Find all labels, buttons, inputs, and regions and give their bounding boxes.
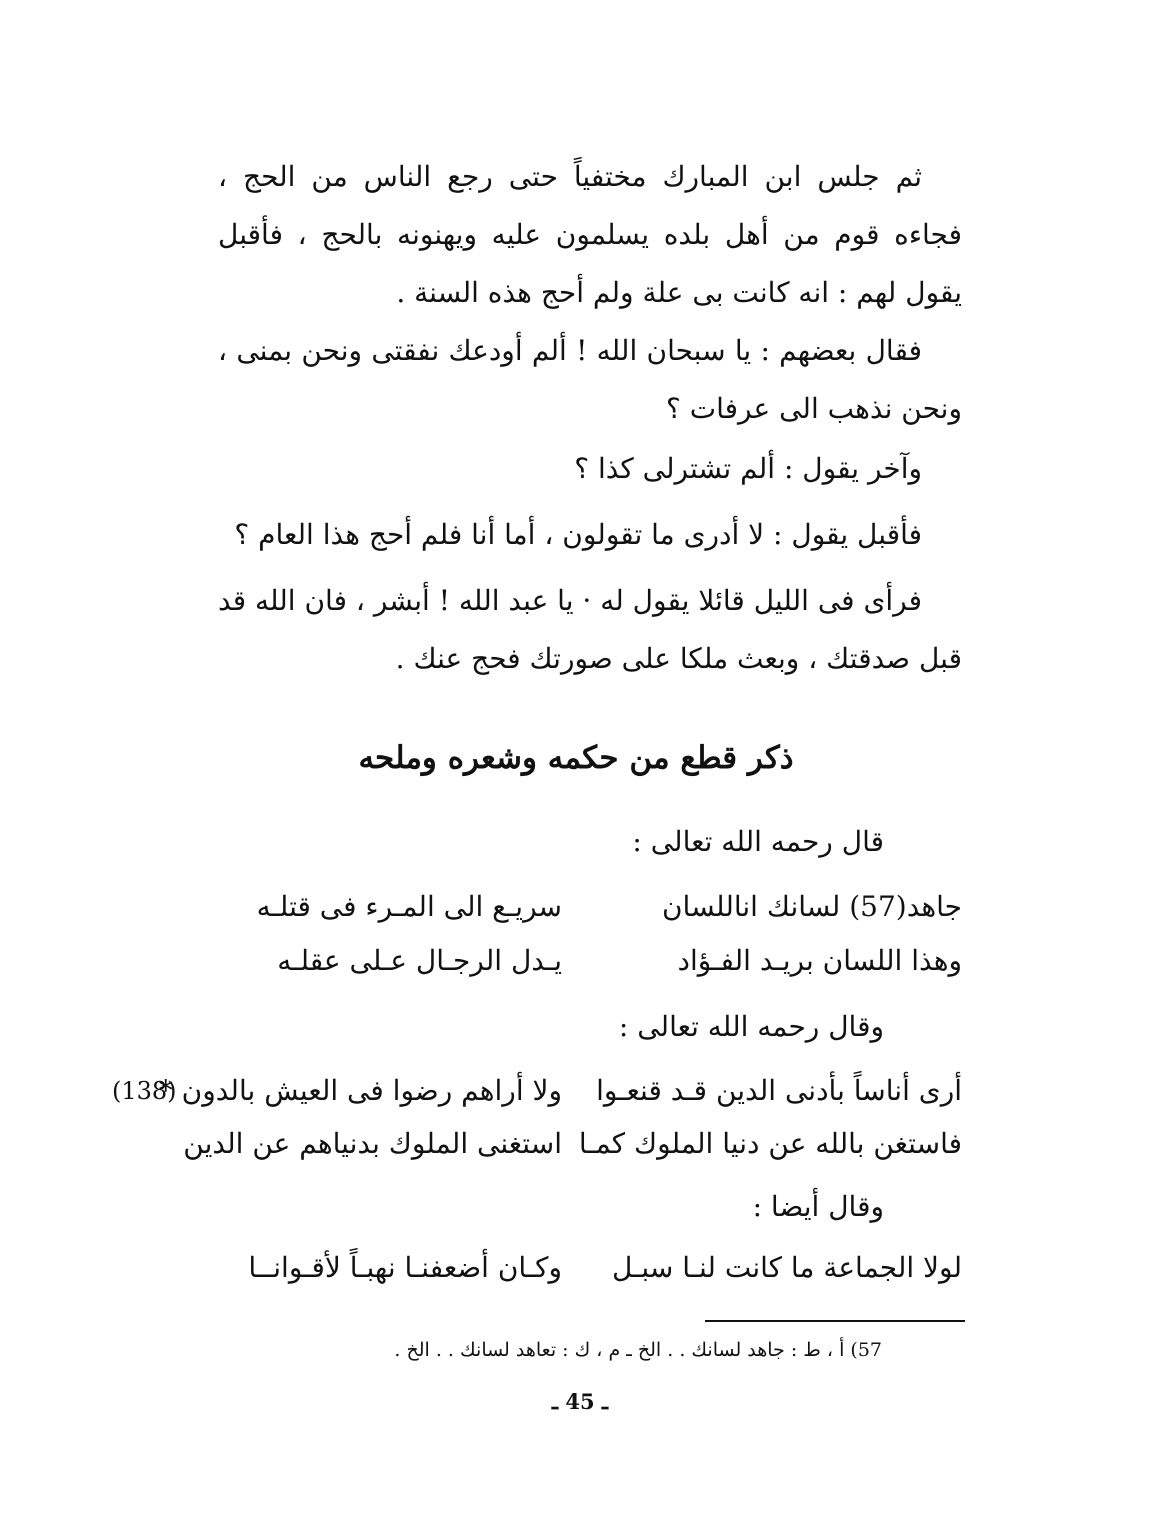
poem-2-line-2-hemistich-2: استغنى الملوك بدنياهم عن الدين [183, 1127, 562, 1160]
footnote-divider [705, 1320, 965, 1322]
poem-2-line-2-hemistich-1: فاستغن بالله عن دنيا الملوك كمـا [578, 1127, 962, 1160]
poem-intro-3: وقال أيضا : [752, 1190, 884, 1223]
section-heading: ذكر قطع من حكمه وشعره وملحه [358, 740, 794, 776]
poem-intro-1: قال رحمه الله تعالى : [632, 825, 884, 858]
poem-2-line-1-hemistich-1: أرى أناساً بأدنى الدين قـد قنعـوا [596, 1074, 962, 1107]
paragraph-1-text: ثم جلس ابن المبارك مختفياً حتى رجع الناس من الحج ، فجاءه قوم من أهل بلده يسلمون عليه ويهنونه بالحج ، فأقبل يقول لهم : انه كانت بى علة ولم أحج هذه السنة . [218, 160, 962, 309]
poem-1-line-2-hemistich-2: يـدل الرجـال عـلى عقلـه [277, 944, 562, 977]
margin-number: (138) [112, 1077, 177, 1105]
paragraph-5-text: فرأى فى الليل قائلا يقول له · يا عبد الله ! أبشر ، فان الله قد قبل صدقتك ، وبعث ملكا على صورتك فحج عنك . [218, 584, 962, 675]
poem-1-line-1-hemistich-1: جاهد(57) لسانك اناللسان [661, 890, 962, 923]
poem-1-line-1-hemistich-2: سريـع الى المـرء فى قتلـه [256, 890, 562, 923]
poem-1-line-2-hemistich-1: وهذا اللسان بريـد الفـؤاد [677, 944, 962, 977]
paragraph-2-text: فقال بعضهم : يا سبحان الله ! ألم أودعك نفقتى ونحن بمنى ، ونحن نذهب الى عرفات ؟ [218, 334, 962, 425]
poem-2-line-1-hemistich-2: ولا أراهم رضوا فى العيش بالدون * [158, 1074, 562, 1107]
paragraph-3-text: وآخر يقول : ألم تشترلى كذا ؟ [574, 452, 922, 485]
paragraph-1 [218, 148, 962, 322]
page-number: ـ 45 ـ [551, 1389, 609, 1414]
poem-intro-2: وقال رحمه الله تعالى : [618, 1010, 884, 1043]
paragraph-2 [218, 322, 962, 438]
paragraph-5 [218, 572, 962, 688]
paragraph-4 [218, 506, 962, 564]
paragraph-3 [218, 440, 962, 498]
poem-3-line-1-hemistich-2: وكـان أضعفنـا نهبـاً لأقـوانــا [248, 1251, 562, 1284]
footnote: 57) أ ، ط : جاهد لسانك . . الخ ـ م ، ك : تعاهد لسانك . . الخ . [394, 1339, 882, 1361]
paragraph-4-text: فأقبل يقول : لا أدرى ما تقولون ، أما أنا فلم أحج هذا العام ؟ [234, 518, 922, 551]
poem-3-line-1-hemistich-1: لولا الجماعة ما كانت لنـا سبـل [612, 1251, 962, 1284]
